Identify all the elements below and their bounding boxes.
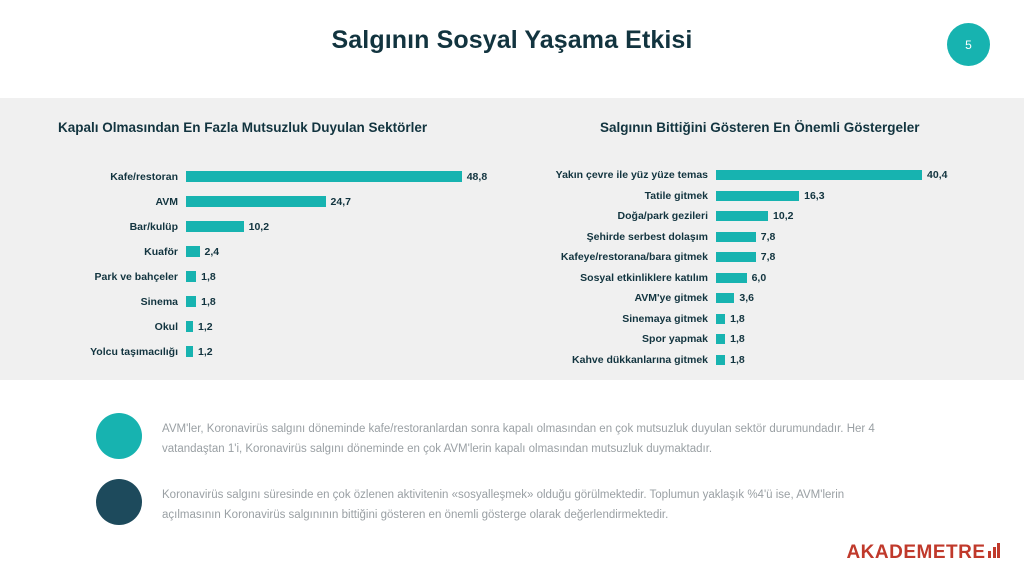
bar-category-label: Bar/kulüp	[129, 220, 178, 233]
bar-row	[40, 241, 500, 262]
bar-track	[186, 216, 500, 237]
bar-track	[716, 187, 1010, 205]
bar-value-label: 40,4	[927, 169, 948, 181]
brand-logo-text: AKADEMETRE	[846, 542, 986, 563]
bar-track	[186, 191, 500, 212]
bar	[186, 321, 193, 332]
bar-track	[716, 351, 1010, 369]
bar	[716, 314, 725, 324]
bar-track	[716, 207, 1010, 225]
bar-track	[186, 341, 500, 362]
bar-value-label: 1,8	[201, 270, 216, 283]
page-number-badge: 5	[947, 23, 990, 66]
bar-category-label: Şehirde serbest dolaşım	[586, 230, 708, 243]
bar-category-label: Tatile gitmek	[644, 189, 708, 202]
bar-value-label: 16,3	[804, 189, 825, 202]
bar-value-label: 1,2	[198, 320, 213, 333]
bar-value-label: 7,8	[760, 230, 776, 243]
note-text: Koronavirüs salgını süresinde en çok özlenen aktivitenin «sosyalleşmek» olduğu görülmektedir. Toplumun yaklaşık %4'ü ise, AVM'lerin açılmasının Koronavirüs salgınının bittiğini gösteren en önemli gösterge olarak değerlendirmektedir.	[162, 489, 845, 522]
bar	[186, 171, 462, 182]
note-text: AVM'ler, Koronavirüs salgını döneminde kafe/restoranlardan sonra kapalı olmasından en çok mutsuzluk duyulan sektör durumundadır. Her 4 vatandaştan 1'i, Koronavirüs salgını döneminde en çok AVM'lerin kapalı olmasından mutsuzluk duymaktadır.	[162, 423, 875, 456]
bar-track	[186, 166, 500, 187]
left-bar-chart	[40, 166, 500, 366]
bar-track	[716, 310, 1010, 328]
right-bar-chart	[540, 166, 1010, 371]
bar-value-label: 10,2	[773, 210, 794, 222]
bar-value-label: 24,7	[330, 195, 351, 208]
bar-category-label: Yolcu taşımacılığı	[90, 345, 178, 358]
left-chart-title: Kapalı Olmasından En Fazla Mutsuzluk Duyulan Sektörler	[58, 120, 428, 135]
bar-category-label: Yakın çevre ile yüz yüze temas	[555, 169, 708, 181]
bar-category-label: Doğa/park gezileri	[617, 210, 708, 222]
bar-category-label: Kuaför	[144, 245, 178, 258]
bar-row	[540, 351, 1010, 369]
bar-row	[40, 291, 500, 312]
bar	[716, 170, 922, 180]
bar-track	[716, 248, 1010, 266]
bar-value-label: 6,0	[751, 271, 767, 284]
bar-value-label: 3,6	[739, 292, 754, 304]
bar-value-label: 1,8	[730, 312, 745, 325]
bar-track	[186, 291, 500, 312]
charts-band	[0, 98, 1024, 380]
bar	[716, 211, 768, 221]
bar-category-label: Sinemaya gitmek	[622, 312, 708, 325]
bar-track	[186, 241, 500, 262]
bar-track	[716, 228, 1010, 246]
bar-value-label: 1,8	[730, 333, 745, 345]
bar	[716, 334, 725, 344]
bar-row	[540, 166, 1010, 184]
bar	[186, 221, 244, 232]
bar	[716, 293, 734, 303]
bar-category-label: AVM'ye gitmek	[634, 292, 708, 304]
bar-value-label: 1,8	[201, 295, 216, 308]
bar-category-label: Sinema	[140, 295, 178, 308]
bar-category-label: Kafe/restoran	[110, 170, 178, 183]
bar-value-label: 10,2	[248, 220, 270, 233]
bar-track	[716, 269, 1010, 287]
bar-category-label: Sosyal etkinliklere katılım	[580, 271, 708, 284]
note-item	[96, 419, 896, 459]
bar	[186, 296, 196, 307]
bar-category-label: Okul	[154, 320, 178, 333]
note-item	[96, 485, 896, 525]
bar-category-label: Park ve bahçeler	[94, 270, 178, 283]
bar-row	[540, 289, 1010, 307]
bar-row	[540, 248, 1010, 266]
bar-category-label: Kahve dükkanlarına gitmek	[572, 353, 708, 366]
bar-row	[40, 341, 500, 362]
bullet-dot-icon	[96, 479, 142, 525]
bar-value-label: 1,8	[730, 353, 745, 366]
bar-category-label: Kafeye/restorana/bara gitmek	[560, 251, 708, 263]
page-title: Salgının Sosyal Yaşama Etkisi	[331, 26, 693, 54]
bar-category-label: AVM	[155, 195, 178, 208]
notes-section	[0, 380, 1024, 574]
bar-row	[540, 228, 1010, 246]
bar-row	[40, 191, 500, 212]
bar-track	[186, 266, 500, 287]
bar-row	[40, 216, 500, 237]
slide-header	[0, 0, 1024, 98]
bar-row	[540, 207, 1010, 225]
bar-value-label: 48,8	[466, 170, 488, 183]
logo-bars-icon	[987, 542, 1001, 558]
bar-value-label: 2,4	[204, 245, 220, 258]
bar-track	[716, 330, 1010, 348]
brand-logo	[846, 542, 1000, 564]
bar-row	[540, 187, 1010, 205]
bar-row	[540, 269, 1010, 287]
bar-track	[716, 166, 1010, 184]
bar-track	[186, 316, 500, 337]
bar-row	[540, 330, 1010, 348]
bar	[716, 273, 747, 283]
bar-row	[40, 266, 500, 287]
bar-row	[540, 310, 1010, 328]
right-chart-title: Salgının Bittiğini Gösteren En Önemli Göstergeler	[600, 120, 920, 135]
bar	[716, 355, 725, 365]
bar	[716, 252, 756, 262]
bar-value-label: 7,8	[760, 251, 776, 263]
bar	[186, 346, 193, 357]
bar-category-label: Spor yapmak	[642, 333, 708, 345]
bar-row	[40, 316, 500, 337]
bar-track	[716, 289, 1010, 307]
bar	[186, 196, 326, 207]
bar-row	[40, 166, 500, 187]
bar	[186, 246, 200, 257]
bar	[186, 271, 196, 282]
bar-value-label: 1,2	[198, 345, 213, 358]
bar	[716, 191, 799, 201]
bar	[716, 232, 756, 242]
bullet-dot-icon	[96, 413, 142, 459]
